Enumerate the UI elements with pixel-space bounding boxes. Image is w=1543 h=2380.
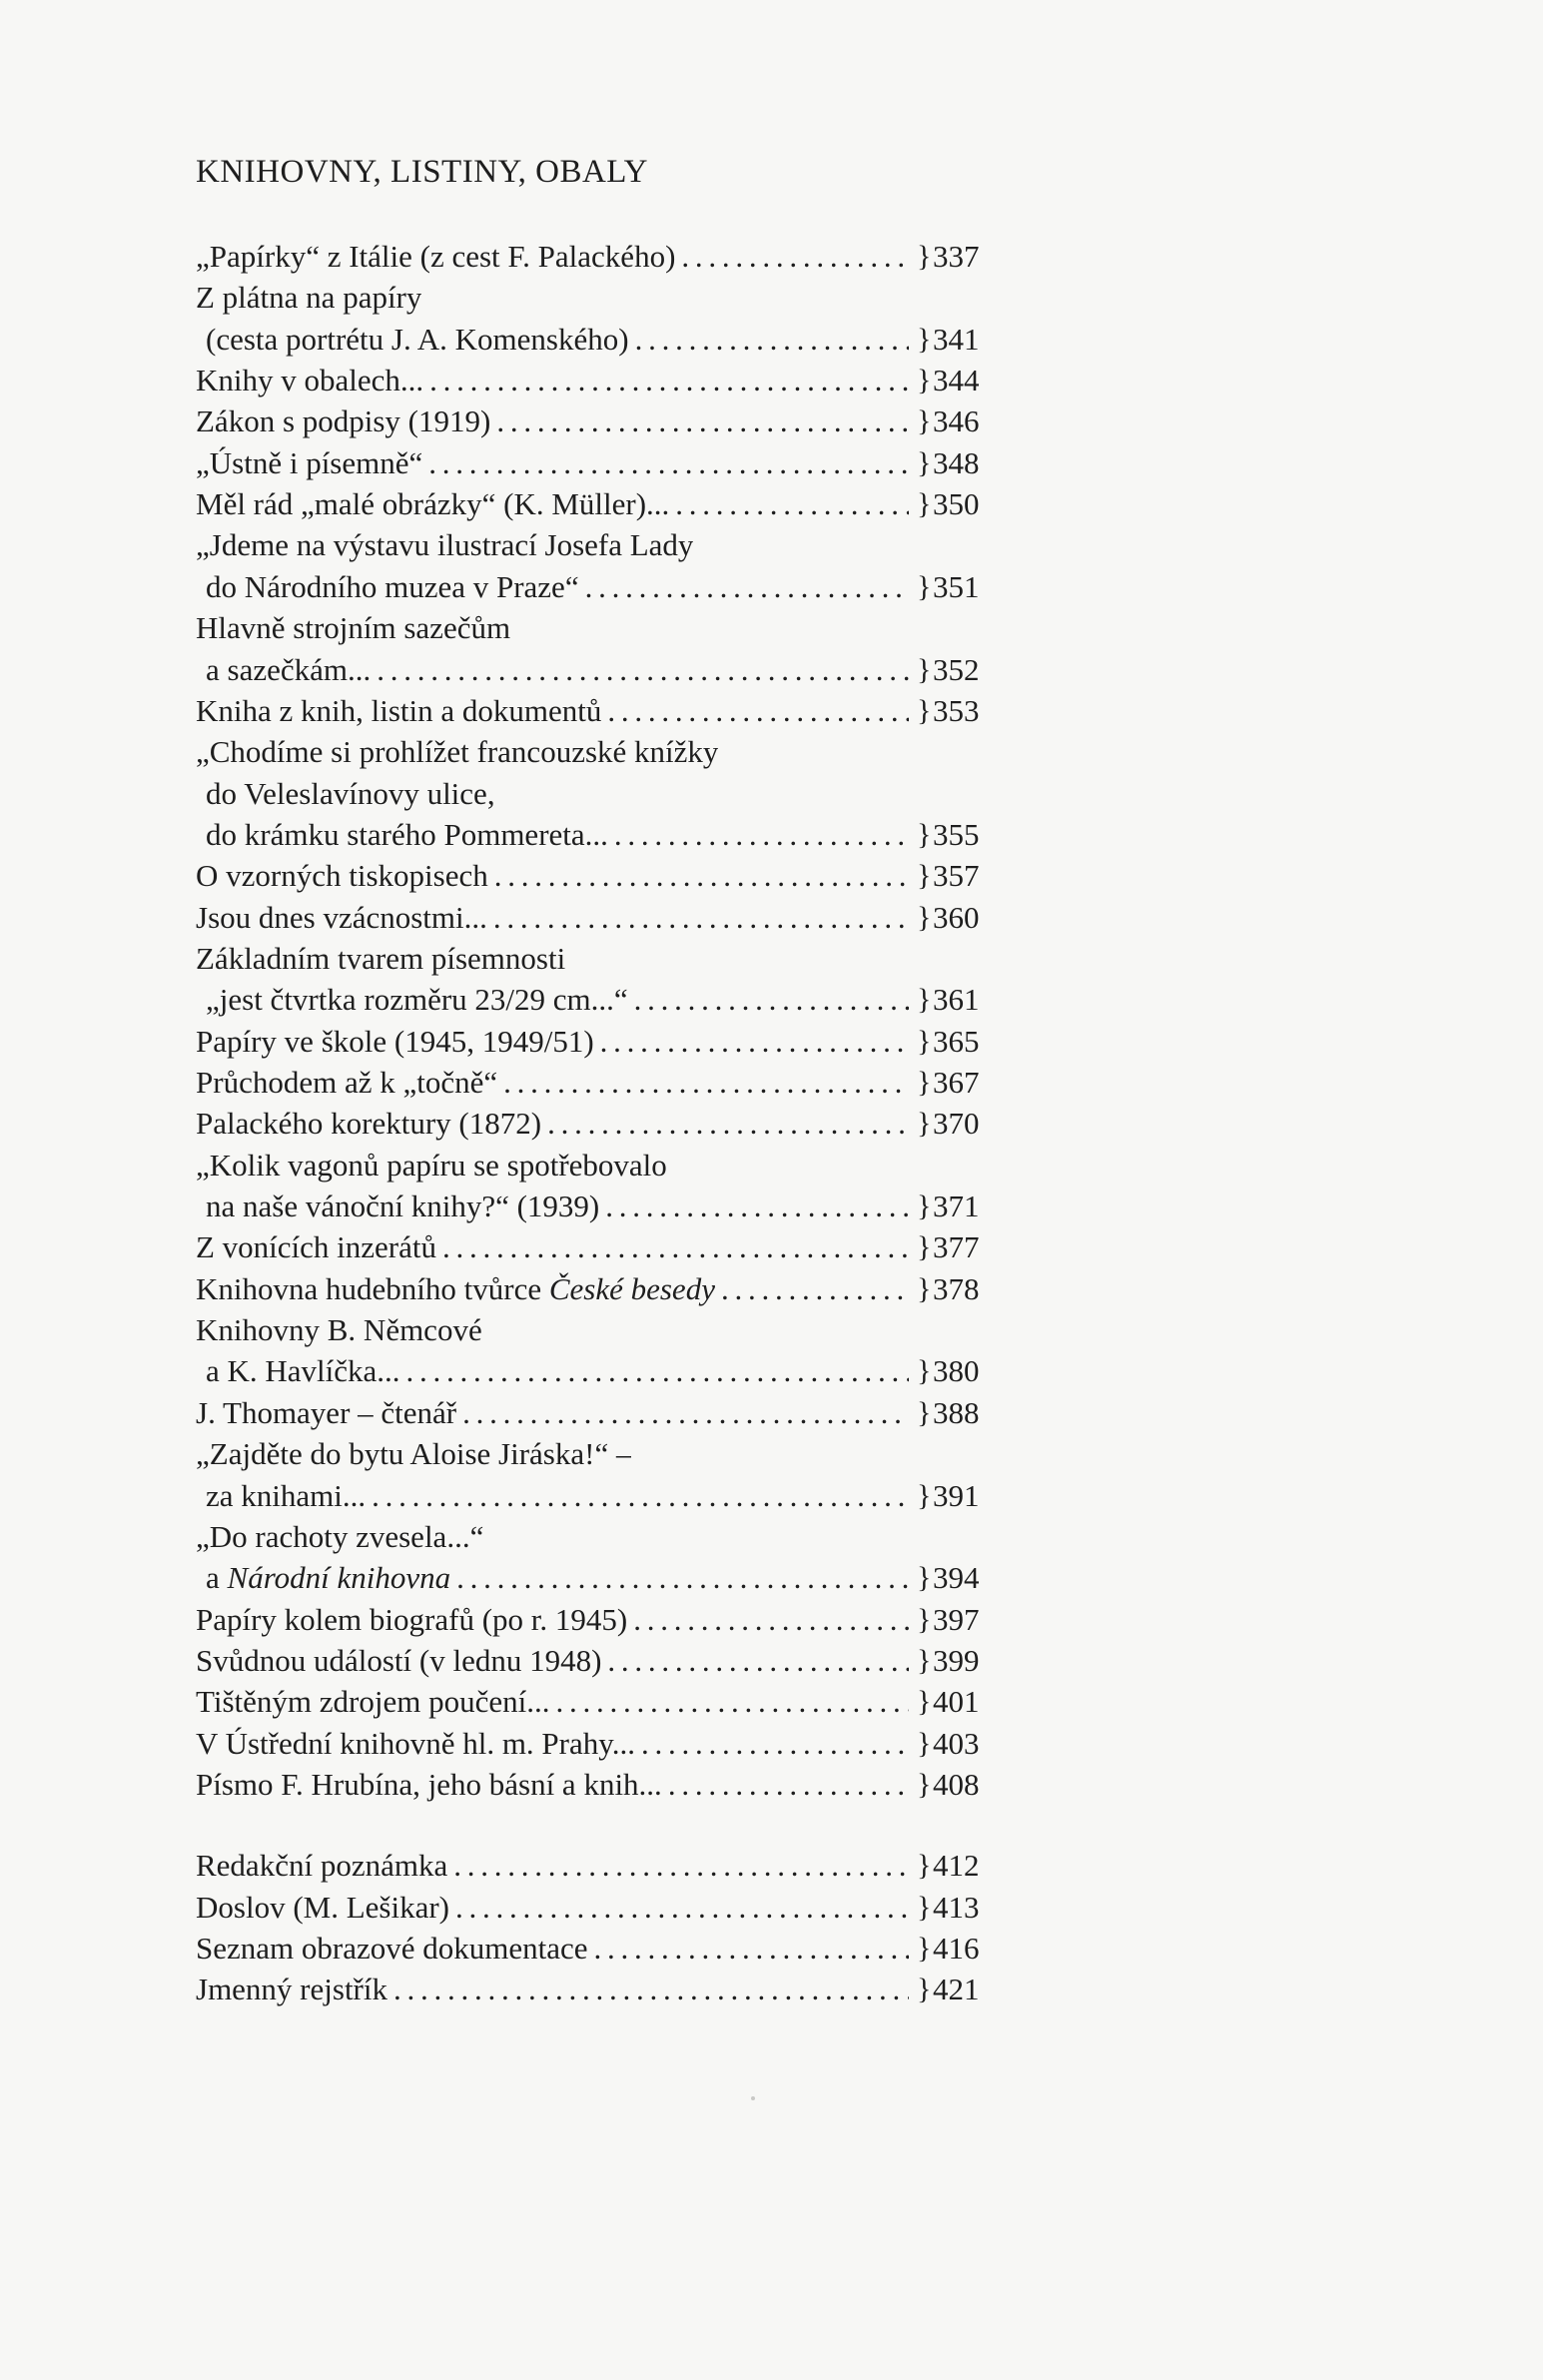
- page-bracket: }: [917, 1643, 932, 1677]
- page-bracket: }: [917, 652, 932, 686]
- dot-leader: [634, 979, 909, 1021]
- dot-leader: [605, 1186, 909, 1227]
- toc-entry-title-text: do Veleslavínovy ulice,: [206, 775, 495, 811]
- toc-entry-title-text: za knihami...: [206, 1477, 367, 1513]
- dot-leader: [721, 1268, 909, 1310]
- page-bracket: }: [917, 1932, 932, 1965]
- page-bracket: }: [917, 1395, 932, 1429]
- dot-leader: [607, 1640, 909, 1682]
- toc-entry-title-text: O vzorných tiskopisech: [196, 858, 488, 894]
- page-bracket: }: [917, 693, 932, 727]
- page-number: 378: [933, 1270, 980, 1306]
- toc-entry-title-text: Knihovny B. Němcové: [196, 1312, 482, 1348]
- toc-entry: [0, 1145, 1543, 1187]
- page-number: 337: [933, 239, 980, 274]
- toc-entry-title: [196, 897, 487, 939]
- toc-entry: [0, 1969, 1543, 2010]
- page-bracket: }: [917, 1107, 932, 1141]
- dot-leader: [496, 400, 909, 442]
- page-number: 377: [933, 1229, 980, 1265]
- toc-entry-title-text: J. Thomayer – čtenář: [196, 1394, 457, 1430]
- dot-leader: [429, 360, 909, 401]
- toc-entry: [0, 1433, 1543, 1475]
- toc-entry: [0, 897, 1543, 939]
- toc-entry-title: [196, 1723, 635, 1765]
- toc-entry-title-text: a sazečkám...: [206, 651, 372, 687]
- toc-entry-title-text: a K. Havlíčka...: [206, 1353, 400, 1389]
- page-number: 367: [933, 1065, 980, 1100]
- page-bracket: }: [917, 1890, 932, 1924]
- toc-entry-title-text: Doslov (M. Lešikar): [196, 1889, 449, 1925]
- toc-entry-title: [196, 1887, 449, 1929]
- page-bracket: }: [917, 240, 932, 273]
- toc-entry-title: [196, 1433, 631, 1475]
- toc-entry: [0, 938, 1543, 980]
- toc-entry: [0, 1557, 1543, 1599]
- page-bracket: }: [917, 364, 932, 397]
- page-bracket: }: [917, 1685, 932, 1719]
- toc-entry: [0, 524, 1543, 566]
- toc-entry-title: [196, 360, 423, 401]
- toc-entry-title-text: Kniha z knih, listin a dokumentů: [196, 692, 602, 728]
- page-bracket: }: [917, 1066, 932, 1099]
- dot-leader: [607, 690, 909, 732]
- toc-entry-title-text: Knihovna hudebního tvůrce: [196, 1270, 549, 1306]
- toc-entry: [0, 1640, 1543, 1682]
- toc-entry-title: [196, 1021, 594, 1063]
- dot-leader: [503, 1062, 909, 1104]
- dot-leader: [635, 319, 909, 361]
- toc-entry-title: [206, 566, 579, 608]
- toc-entry-title: [196, 1268, 715, 1310]
- page-bracket: }: [917, 1024, 932, 1058]
- page-number: 413: [933, 1889, 980, 1925]
- dot-leader: [668, 1764, 909, 1806]
- dot-leader: [406, 1350, 909, 1392]
- toc-entry-title: [196, 236, 675, 278]
- toc-entry: [0, 1309, 1543, 1351]
- page-number: 388: [933, 1394, 980, 1430]
- toc-entry: [0, 1268, 1543, 1310]
- page-bracket: }: [917, 569, 932, 603]
- page-number: 351: [933, 568, 980, 604]
- toc-entry-title-text: (cesta portrétu J. A. Komenského): [206, 321, 629, 357]
- toc-entry-title: [196, 1845, 447, 1887]
- toc-entry-title: [196, 731, 718, 773]
- toc-entry: [0, 1516, 1543, 1558]
- page-number: 380: [933, 1353, 980, 1389]
- toc-entry: [0, 979, 1543, 1021]
- toc-entry-title-text: Papíry kolem biografů (po r. 1945): [196, 1601, 628, 1637]
- toc-entry-title-text: Tištěným zdrojem poučení...: [196, 1684, 550, 1720]
- page-number: 421: [933, 1972, 980, 2007]
- toc-entry: [0, 1186, 1543, 1227]
- toc-entry-title-text: „Jdeme na výstavu ilustrací Josefa Lady: [196, 527, 694, 563]
- dot-leader: [455, 1887, 909, 1929]
- toc-entry-title-text: „Zajděte do bytu Aloise Jiráska!“ –: [196, 1436, 632, 1472]
- dot-leader: [494, 855, 909, 897]
- page-bracket: }: [917, 1230, 932, 1264]
- toc-entry-title-text: Z vonících inzerátů: [196, 1229, 437, 1265]
- toc-entry-title-text: Měl rád „malé obrázky“ (K. Müller)...: [196, 486, 670, 522]
- page-bracket: }: [917, 1478, 932, 1512]
- toc-entry-title-text: „Kolik vagonů papíru se spotřebovalo: [196, 1147, 667, 1183]
- toc-entry-title: [206, 1475, 366, 1517]
- toc-entry-title: [196, 1145, 667, 1187]
- page-bracket: }: [917, 1190, 932, 1223]
- page-bracket: }: [917, 322, 932, 356]
- toc-entry-title-text: na naše vánoční knihy?“ (1939): [206, 1189, 600, 1224]
- toc-entry-title-text: „Ústně i písemně“: [196, 444, 423, 480]
- page-bracket: }: [917, 1561, 932, 1595]
- page-number: 397: [933, 1601, 980, 1637]
- page-number: 344: [933, 363, 980, 398]
- page-bracket: }: [917, 900, 932, 934]
- toc-entry-title-italic: České besedy: [548, 1270, 715, 1306]
- dot-leader: [585, 566, 909, 608]
- dot-leader: [547, 1103, 909, 1145]
- toc-entry-title: [196, 1969, 387, 2010]
- toc-entry-title: [196, 400, 490, 442]
- toc-entry-title-text: Knihy v obalech...: [196, 363, 424, 398]
- dot-leader: [393, 1969, 909, 2010]
- toc-entry: [0, 442, 1543, 484]
- dot-leader: [377, 649, 909, 691]
- toc-entry-title-text: a: [206, 1560, 228, 1596]
- toc-entry-title: [206, 1186, 599, 1227]
- toc-entry-title: [196, 1309, 482, 1351]
- toc-entry-title: [206, 1557, 450, 1599]
- toc-entry-title-text: V Ústřední knihovně hl. m. Prahy...: [196, 1725, 635, 1761]
- dot-leader: [428, 442, 909, 484]
- toc-entry-title: [196, 938, 565, 980]
- toc-entry-title-text: Základním tvarem písemnosti: [196, 940, 566, 976]
- page-number: 341: [933, 321, 980, 357]
- toc-entry-title-text: do Národního muzea v Praze“: [206, 568, 579, 604]
- page-bracket: }: [917, 445, 932, 479]
- page-number: 394: [933, 1560, 980, 1596]
- dot-leader: [681, 236, 909, 278]
- toc-entry-title-text: Redakční poznámka: [196, 1848, 448, 1884]
- toc-entry: [0, 1392, 1543, 1434]
- page-bracket: }: [917, 1973, 932, 2006]
- toc-entry: [0, 731, 1543, 773]
- page-number: 370: [933, 1106, 980, 1142]
- page-bracket: }: [917, 1271, 932, 1305]
- toc-entry: [0, 360, 1543, 401]
- page-number: 412: [933, 1848, 980, 1884]
- toc-entry-title: [196, 442, 422, 484]
- page-bracket: }: [917, 487, 932, 521]
- toc-entry-title: [196, 1062, 497, 1104]
- dot-leader: [600, 1021, 909, 1063]
- toc-entry: [0, 1226, 1543, 1268]
- toc-entry: [0, 773, 1543, 815]
- toc-entry-title-text: Jmenný rejstřík: [196, 1972, 387, 2007]
- toc-entry: [0, 1681, 1543, 1723]
- toc-entry-title: [196, 690, 601, 732]
- toc-entry: [0, 319, 1543, 361]
- page-number: 350: [933, 486, 980, 522]
- toc-entry-title: [206, 979, 628, 1021]
- toc-entry-title: [196, 1640, 601, 1682]
- page-number: 357: [933, 858, 980, 894]
- toc-entry-title-text: Zákon s podpisy (1919): [196, 403, 491, 439]
- dot-leader: [462, 1392, 909, 1434]
- toc-entry: [0, 1928, 1543, 1970]
- page-bracket: }: [917, 983, 932, 1017]
- toc-entry-title-text: do krámku starého Pommereta...: [206, 816, 608, 852]
- toc-entry: [0, 1845, 1543, 1887]
- toc-entry-title: [196, 1103, 541, 1145]
- toc-entry: [0, 400, 1543, 442]
- toc-entry: [0, 566, 1543, 608]
- toc-entry-title-text: Seznam obrazové dokumentace: [196, 1931, 588, 1966]
- toc-entry-title-text: Hlavně strojním sazečům: [196, 610, 511, 646]
- page-bracket: }: [917, 1354, 932, 1388]
- toc-entry: [0, 690, 1543, 732]
- page-bracket: }: [917, 1767, 932, 1801]
- page-number: 408: [933, 1766, 980, 1802]
- dot-leader: [614, 814, 909, 856]
- toc-entry-title-text: „Chodíme si prohlížet francouzské knížky: [196, 734, 719, 770]
- toc-entry: [0, 1599, 1543, 1641]
- page-number: 403: [933, 1725, 980, 1761]
- page-number: 346: [933, 403, 980, 439]
- page-bracket: }: [917, 859, 932, 893]
- dot-leader: [675, 483, 909, 525]
- toc-entry: [0, 483, 1543, 525]
- page-number: 365: [933, 1023, 980, 1059]
- page-number: 401: [933, 1684, 980, 1720]
- toc-entry-title: [196, 524, 693, 566]
- section-title: KNIHOVNY, LISTINY, OBALY: [196, 154, 648, 190]
- toc-entry-title: [196, 483, 669, 525]
- paper-speck: [751, 2096, 755, 2100]
- toc-entry-title: [196, 607, 510, 649]
- toc-entry-title-text: Palackého korektury (1872): [196, 1106, 542, 1142]
- dot-leader: [633, 1599, 909, 1641]
- toc-entry-title: [196, 1226, 436, 1268]
- toc-entry-title: [196, 855, 488, 897]
- toc-entry-title-text: Z plátna na papíry: [196, 280, 422, 316]
- toc-entry-title: [196, 277, 421, 319]
- toc-entry-title: [206, 814, 608, 856]
- toc-entry: [0, 1887, 1543, 1929]
- toc-entry-title-text: „Do rachoty zvesela...“: [196, 1518, 484, 1554]
- toc-entry-title-text: „Papírky“ z Itálie (z cest F. Palackého): [196, 239, 676, 274]
- dot-leader: [493, 897, 909, 939]
- page-number: 353: [933, 692, 980, 728]
- page-number: 399: [933, 1642, 980, 1678]
- toc-entry: [0, 855, 1543, 897]
- toc-entry: [0, 814, 1543, 856]
- toc-entry-title-italic: Národní knihovna: [227, 1560, 451, 1596]
- toc-entry-title: [206, 319, 629, 361]
- toc-entry-title-text: Papíry ve škole (1945, 1949/51): [196, 1023, 594, 1059]
- page-bracket: }: [917, 404, 932, 438]
- toc-entry-title-text: Jsou dnes vzácnostmi...: [196, 899, 487, 935]
- toc-entry: [0, 236, 1543, 278]
- toc-entry-title: [196, 1516, 483, 1558]
- dot-leader: [453, 1845, 909, 1887]
- toc-entry-title: [196, 1764, 662, 1806]
- toc-entry: [0, 277, 1543, 319]
- toc-entry-title-text: „jest čtvrtka rozměru 23/29 cm...“: [206, 982, 628, 1018]
- page-number: 360: [933, 899, 980, 935]
- dot-leader: [594, 1928, 910, 1970]
- page-number: 352: [933, 651, 980, 687]
- page-number: 391: [933, 1477, 980, 1513]
- page-number: 348: [933, 444, 980, 480]
- page-bracket: }: [917, 1726, 932, 1760]
- page-number: 416: [933, 1931, 980, 1966]
- page-number: 361: [933, 982, 980, 1018]
- toc-entry-title: [206, 773, 495, 815]
- toc-entry-title: [206, 1350, 400, 1392]
- toc-entry-title: [196, 1392, 456, 1434]
- toc-entry: [0, 607, 1543, 649]
- toc-entry-title-text: Průchodem až k „točně“: [196, 1065, 498, 1100]
- toc-entry: [0, 1475, 1543, 1517]
- toc-entry: [0, 1021, 1543, 1063]
- toc-entry: [0, 1062, 1543, 1104]
- toc-entry: [0, 1723, 1543, 1765]
- toc-entry: [0, 1764, 1543, 1806]
- dot-leader: [372, 1475, 909, 1517]
- toc-entry: [0, 1103, 1543, 1145]
- dot-leader: [442, 1226, 909, 1268]
- toc-entry: [0, 649, 1543, 691]
- page-bracket: }: [917, 817, 932, 851]
- toc-entry-title: [196, 1681, 549, 1723]
- toc-entry-title: [196, 1928, 588, 1970]
- dot-leader: [456, 1557, 909, 1599]
- page-number: 355: [933, 816, 980, 852]
- page-bracket: }: [917, 1849, 932, 1883]
- toc-entry-title-text: Svůdnou událostí (v lednu 1948): [196, 1642, 602, 1678]
- dot-leader: [641, 1723, 909, 1765]
- toc-entry-title-text: Písmo F. Hrubína, jeho básní a knih...: [196, 1766, 662, 1802]
- page-bracket: }: [917, 1602, 932, 1636]
- toc-entry-title: [206, 649, 371, 691]
- dot-leader: [555, 1681, 909, 1723]
- toc-entry-title: [196, 1599, 627, 1641]
- toc-entry: [0, 1350, 1543, 1392]
- page-number: 371: [933, 1189, 980, 1224]
